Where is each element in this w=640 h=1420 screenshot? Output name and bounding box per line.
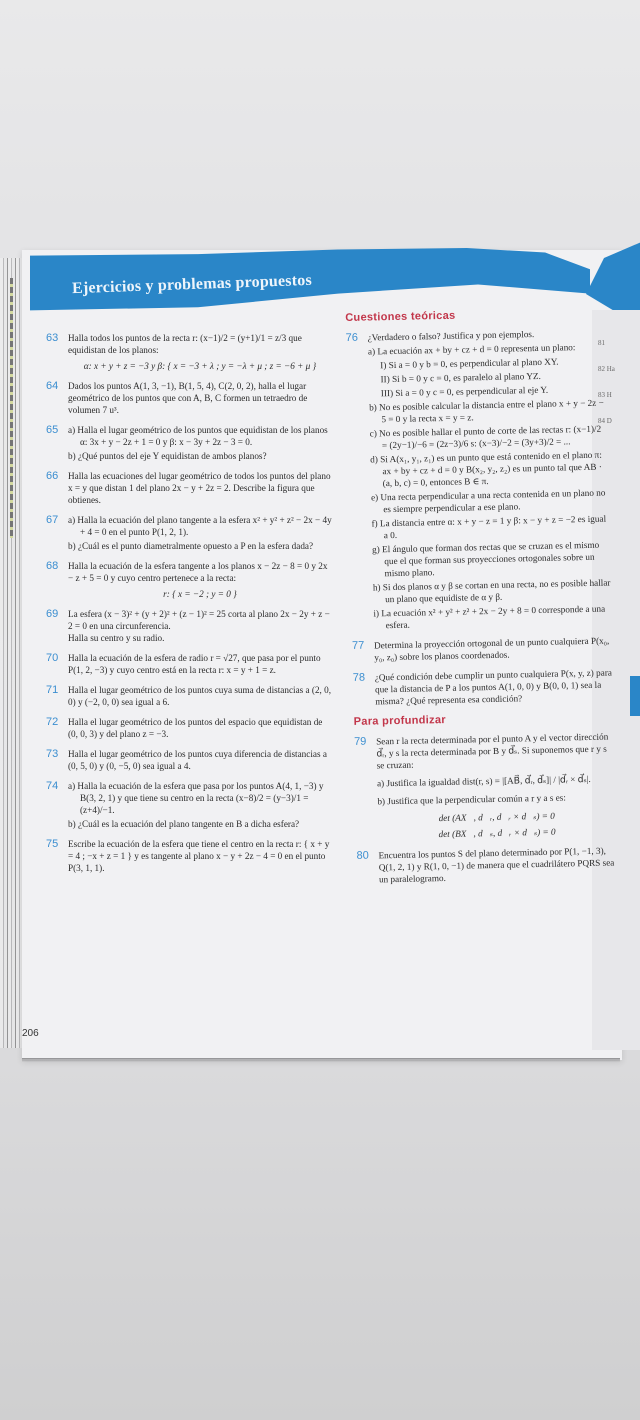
exercise-text: Encuentra los puntos S del plano determinado por P(1, −1, 3), Q(1, 2, 1) y R(1, 0, −1) de manera que el cuadrilátero PQRS sea un paralelogramo. [378, 845, 615, 885]
exercise-text: Halla su centro y su radio. [68, 633, 165, 643]
exercise-80 [356, 844, 617, 885]
exercise-number: 65 [46, 424, 59, 436]
exercise-text: La esfera (x − 3)² + (y + 2)² + (z − 1)² = 25 corta al plano 2x − 2y + z − 2 = 0 en una circunferencia. [68, 609, 330, 631]
exercise-number: 64 [46, 380, 59, 392]
fragment: 82 Ha [598, 365, 615, 373]
exercise-number: 77 [351, 639, 365, 652]
exercise-number: 80 [356, 849, 369, 862]
exercise-part-h: h) Si dos planos α y β se cortan en una recta, no es posible hallar un plano que equidiste de α y β. [372, 577, 611, 605]
section-heading-advanced: Para profundizar [353, 713, 447, 728]
exercise-text: ¿Verdadero o falso? Justifica y pon ejemplos. [367, 329, 535, 343]
section-heading-theory: Cuestiones teóricas [345, 309, 456, 324]
exercise-63 [46, 332, 332, 372]
exercise-text: Sean r la recta determinada por el punto A y el vector dirección d⃗ᵣ, y s la recta determinada por B y d⃗ₛ. Si suponemos que r y s se cruzan: [376, 731, 609, 771]
equation: r: { x = −2 ; y = 0 } [163, 589, 237, 599]
right-column [345, 301, 617, 894]
adjacent-page-blue-tab [630, 676, 640, 716]
exercise-number: 67 [46, 514, 59, 526]
exercise-number: 74 [46, 780, 59, 792]
exercise-part-a: a) Halla la ecuación de la esfera que pasa por los puntos A(4, 1, −3) y B(3, 2, 1) y que tiene su centro en la recta (x−8)/2 = (y−3)/1 = (z+4)/−1. [68, 781, 324, 815]
exercise-part-b: b) Justifica que la perpendicular común a r y a s es: [377, 792, 566, 807]
exercise-text: Halla el lugar geométrico de los puntos cuya suma de distancias a (2, 0, 0) y (−2, 0, 0) sea igual a 6. [68, 685, 332, 707]
exercise-77 [352, 634, 612, 663]
exercise-72 [46, 716, 332, 740]
exercise-65 [46, 424, 332, 462]
exercise-part-a: a) Halla el lugar geométrico de los puntos que equidistan de los planos α: 3x + y − 2z + 1 = 0 y β: x − 3y + 2z − 3 = 0. [68, 425, 328, 447]
exercise-75 [46, 838, 332, 874]
exercise-part-a: a) Halla la ecuación del plano tangente a la esfera x² + y² + z² − 2x − 4y + 4 = 0 en el punto P(1, 2, 1). [68, 515, 332, 537]
exercise-number: 69 [46, 608, 59, 620]
exercise-67 [46, 514, 332, 552]
exercise-text: Escribe la ecuación de la esfera que tiene el centro en la recta r: { x + y = 4 ; −x + z = 1 } y es tangente al plano x − y + 2z − 4 = 0 en el punto P(3, 1, 1). [68, 839, 330, 873]
exercise-64 [46, 380, 332, 416]
exercise-text: Determina la proyección ortogonal de un punto cualquiera P(x₀, y₀, z₀) sobre los planos coordenados. [374, 635, 610, 663]
exercise-number: 70 [46, 652, 59, 664]
page-title: Ejercicios y problemas propuestos [71, 271, 313, 298]
exercise-number: 73 [46, 748, 59, 760]
exercise-number: 71 [46, 684, 59, 696]
exercise-part-d: d) Si A(x₁, y₁, z₁) es un punto que está contenido en el plano π: ax + by + cz + d = 0 y B(x₂, y₂, z₂) es un punto tal que AB · (a, b, c) = 0, entonces B ∈ π. [370, 449, 602, 489]
exercise-text: Dados los puntos A(1, 3, −1), B(1, 5, 4), C(2, 0, 2), halla el lugar geométrico de los puntos que con A, B, C formen un tetraedro de volumen 7 u³. [68, 381, 308, 415]
exercise-subpart: II) Si b = 0 y c = 0, es paralelo al plano YZ. [380, 370, 541, 385]
exercise-79 [354, 730, 616, 841]
exercise-text: Halla la ecuación de la esfera tangente a los planos x − 2z − 8 = 0 y 2x − z + 5 = 0 y cuyo centro pertenece a la recta: [68, 561, 328, 583]
exercise-part-e: e) Una recta perpendicular a una recta contenida en un plano no es siempre perpendicular a ese plano. [370, 487, 606, 515]
fragment: 81 [598, 339, 605, 347]
exercise-74 [46, 780, 332, 830]
left-column [46, 332, 332, 882]
exercise-73 [46, 748, 332, 772]
exercise-number: 76 [345, 331, 359, 344]
exercise-number: 79 [354, 735, 367, 748]
exercise-number: 63 [46, 332, 59, 344]
exercise-subpart: III) Si a = 0 y c = 0, es perpendicular al eje Y. [380, 384, 549, 399]
exercise-part-f: f) La distancia entre α: x + y − z = 1 y β: x − y + z = −2 es igual a 0. [371, 513, 607, 541]
exercise-text: ¿Qué condición debe cumplir un punto cualquiera P(x, y, z) para que la distancia de P a los puntos A(1, 0, 0) y B(0, 0, 1) sea la misma? ¿Qué representa esa condición? [374, 667, 613, 707]
exercise-part-b: b) No es posible calcular la distancia entre el plano x + y − 2z − 5 = 0 y la recta x = y = z. [369, 397, 604, 425]
exercise-69 [46, 608, 332, 644]
exercise-part-b: b) ¿Qué puntos del eje Y equidistan de ambos planos? [68, 451, 267, 461]
exercise-number: 78 [352, 671, 366, 684]
equation: det (BX⃗, d⃗ₛ, d⃗ᵣ × d⃗ₛ) = 0 [438, 826, 556, 840]
fragment: 84 D [598, 417, 612, 425]
page-number: 206 [22, 1028, 39, 1039]
exercise-text: Halla todos los puntos de la recta r: (x−1)/2 = (y+1)/1 = z/3 que equidistan de los planos: [68, 333, 302, 355]
exercise-text: Halla la ecuación de la esfera de radio r = √27, que pasa por el punto P(1, 2, −3) y cuyo centro está en la recta r: x = y + 1 = z. [68, 653, 321, 675]
exercise-number: 72 [46, 716, 59, 728]
page-bottom-edge [22, 1058, 620, 1062]
exercise-part-b: b) ¿Cuál es la ecuación del plano tangente en B a dicha esfera? [68, 819, 300, 829]
exercise-text: Halla el lugar geométrico de los puntos cuya diferencia de distancias a (0, 5, 0) y (0, −5, 0) sea igual a 4. [68, 749, 327, 771]
bookmark-ribbon [10, 278, 13, 538]
exercise-part-i: i) La ecuación x² + y² + z² + 2x − 2y + 8 = 0 corresponde a una esfera. [373, 603, 606, 631]
exercise-78 [353, 666, 614, 707]
exercise-text: Halla las ecuaciones del lugar geométrico de todos los puntos del plano x = y que distan 1 del plano 2x − y + 2z = 2. Describe la figura que obtienes. [68, 471, 331, 505]
exercise-part-a: a) Justifica la igualdad dist(r, s) = |[AB⃗, d⃗ᵣ, d⃗ₛ]| / |d⃗ᵣ × d⃗ₛ|. [376, 773, 591, 789]
exercise-text: Halla el lugar geométrico de los puntos del espacio que equidistan de (0, 0, 3) y del plano z = −3. [68, 717, 323, 739]
exercise-number: 66 [46, 470, 59, 482]
exercise-number: 68 [46, 560, 59, 572]
exercise-part-c: c) No es posible hallar el punto de corte de las rectas r: (x−1)/2 = (2y−1)/−6 = (2z−3)/6 s: (x−3)/−2 = (3y+3)/2 = ... [369, 423, 602, 451]
exercise-76 [346, 327, 612, 632]
equation: α: x + y + z = −3 y β: { x = −3 + λ ; y = −λ + μ ; z = −6 + μ } [83, 361, 317, 371]
exercise-70 [46, 652, 332, 676]
exercise-part-a: a) La ecuación ax + by + cz + d = 0 representa un plano: [367, 342, 576, 357]
exercise-subpart: I) Si a = 0 y b = 0, es perpendicular al plano XY. [380, 356, 559, 371]
exercise-66 [46, 470, 332, 506]
exercise-part-b: b) ¿Cuál es el punto diametralmente opuesto a P en la esfera dada? [68, 541, 314, 551]
exercise-part-g: g) El ángulo que forman dos rectas que se cruzan es el mismo que el que forman sus proyecciones ortogonales sobre un mismo plano. [372, 539, 600, 579]
exercise-number: 75 [46, 838, 59, 850]
fragment: 83 H [598, 391, 612, 399]
exercise-68 [46, 560, 332, 600]
exercise-71 [46, 684, 332, 708]
equation: det (AX⃗, d⃗ᵣ, d⃗ᵣ × d⃗ₛ) = 0 [438, 810, 555, 824]
